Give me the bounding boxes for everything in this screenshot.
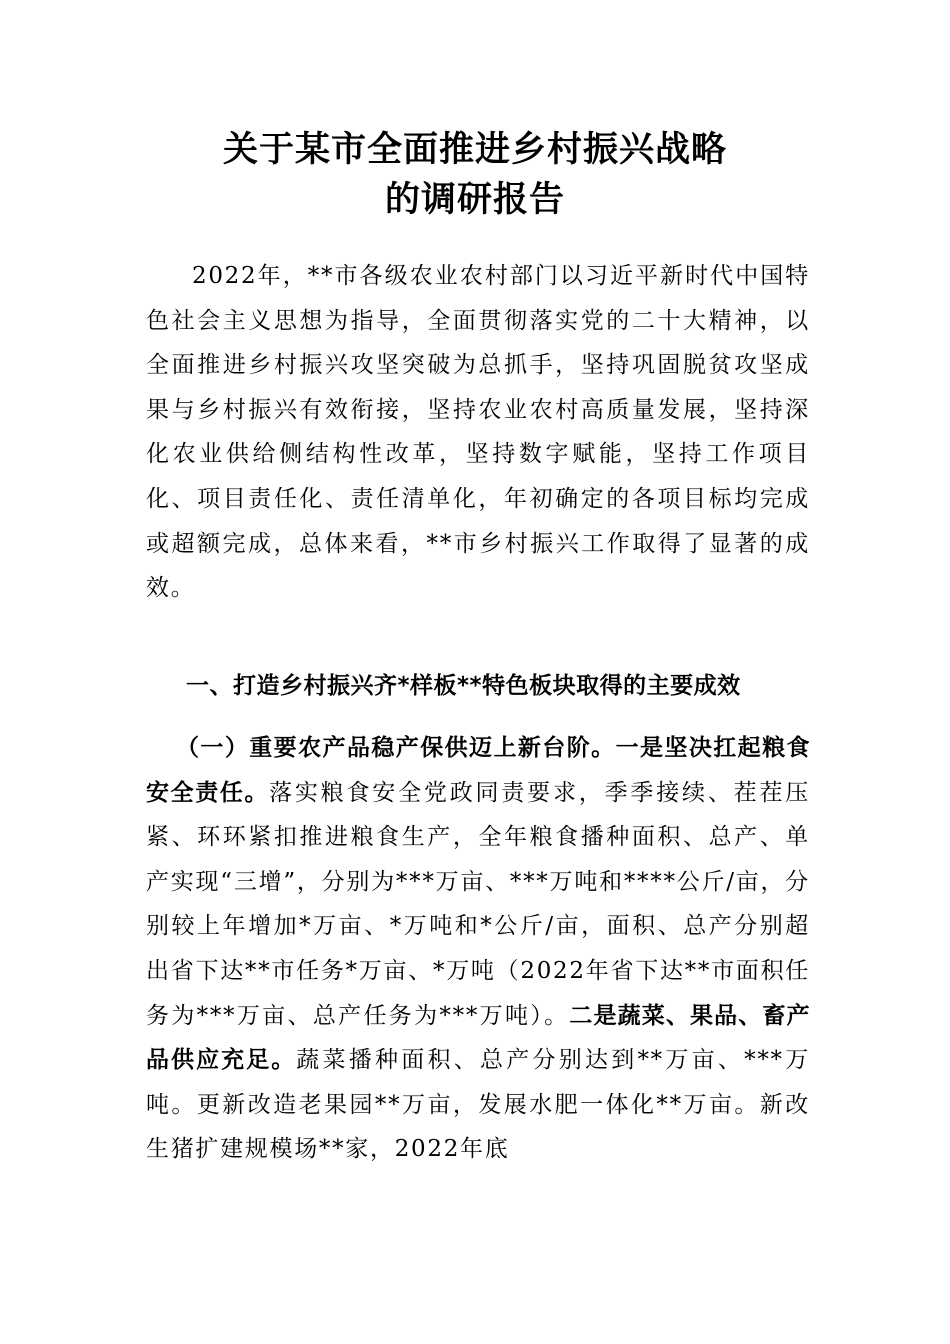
document-title-line-1: 关于某市全面推进乡村振兴战略 [222,129,727,170]
subsection-1-heading: （一）重要农产品稳产保供迈上新台阶。 [176,735,616,761]
point-2-heading: 二是蔬菜、果品、畜产品供应充足。 [146,1002,811,1074]
point-2-text: 蔬菜播种面积、总产分别达到**万亩、***万吨。更新改造老果园**万亩，发展水肥一体化**万亩。新改生猪扩建规模场**家，2022年底 [146,1047,811,1163]
section-1-heading: 一、打造乡村振兴齐*样板**特色板块取得的主要成效 [186,673,741,699]
intro-paragraph: 2022年，**市各级农业农村部门以习近平新时代中国特色社会主义思想为指导，全面贯彻落实党的二十大精神，以全面推进乡村振兴攻坚突破为总抓手，坚持巩固脱贫攻坚成果与乡村振兴有效衔接，坚持农业农村高质量发展，坚持深化农业供给侧结构性改革，坚持数字赋能，坚持工作项目化、项目责任化、责任清单化，年初确定的各项目标均完成或超额完成，总体来看，**市乡村振兴工作取得了显著的成效。 [146,263,810,602]
section-1-paragraph [146,726,810,1172]
document-title-line-2: 的调研报告 [384,179,565,220]
point-1-heading: 一是坚决扛起粮食安全责任。 [146,735,811,806]
point-1-text: 落实粮食安全党政同责要求，季季接续、茬茬压紧、环环紧扣推进粮食生产，全年粮食播种面积、总产、单产实现“三增”，分别为***万亩、***万吨和****公斤/亩，分别较上年增加*万亩、*万吨和*公斤/亩，面积、总产分别超出省下达**市任务*万亩、*万吨（2022年省下达**市面积任务为***万亩、总产任务为***万吨）。 [146,779,810,1029]
